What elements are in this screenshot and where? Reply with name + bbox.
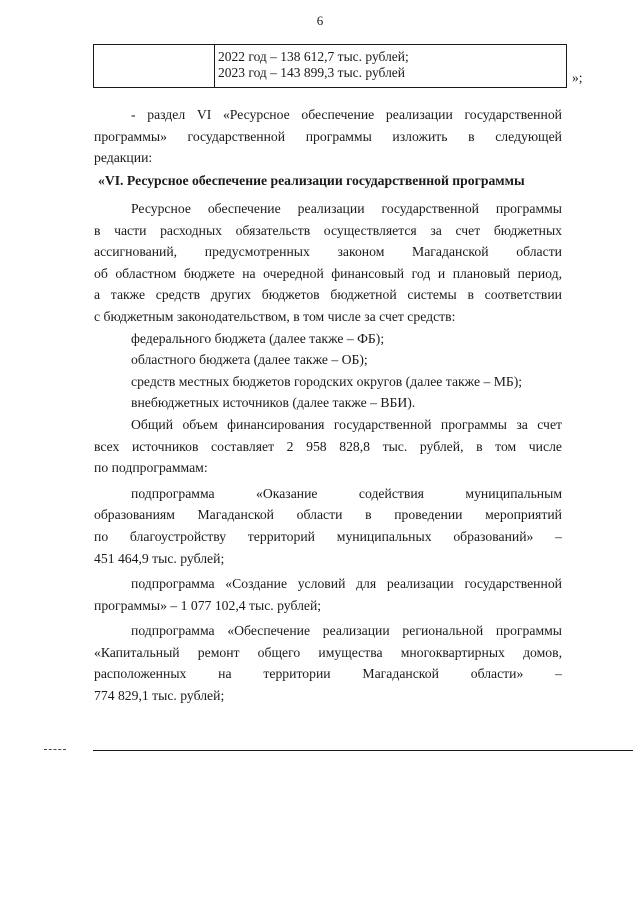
subprogram-line: подпрограмма «Оказание содействия муниципальным — [131, 485, 562, 501]
paragraph-line: об областном бюджете на очередной финансовый год и плановый период, — [94, 265, 562, 281]
paragraph-line: в части расходных обязательств осуществляется за счет бюджетных — [94, 222, 562, 238]
intro-line: программы» государственной программы изложить в следующей — [94, 128, 562, 144]
resource-paragraph — [94, 198, 562, 707]
subprogram-line: «Капитальный ремонт общего имущества многоквартирных домов, — [94, 644, 562, 660]
paragraph-line: Общий объем финансирования государственной программы за счет — [131, 416, 562, 432]
source-item-vbi: внебюджетных источников (далее также – ВБИ). — [131, 395, 416, 411]
subprogram-line: программы» – 1 077 102,4 тыс. рублей; — [94, 597, 322, 613]
subprogram-line: подпрограмма «Создание условий для реализации государственной — [131, 576, 562, 592]
page-number: 6 — [316, 13, 324, 28]
subprogram-line: образованиям Магаданской области в проведении мероприятий — [94, 507, 562, 523]
table-cell-years — [218, 49, 409, 81]
section-heading-block — [98, 170, 566, 192]
table-line-2023: 2023 год – 143 899,3 тыс. рублей — [218, 65, 406, 80]
subprogram-line: 451 464,9 тыс. рублей; — [94, 550, 225, 566]
paragraph-line: а также средств других бюджетов бюджетной системы в соответствии — [94, 287, 562, 303]
table-column-divider — [214, 45, 215, 87]
table-line-2022: 2022 год – 138 612,7 тыс. рублей; — [218, 49, 409, 64]
financing-table — [93, 44, 567, 88]
subprogram-line: по благоустройству территорий муниципальных образований» – — [94, 528, 562, 544]
subprogram-line: расположенных на территории Магаданской области» – — [94, 666, 562, 682]
subprogram-line: подпрограмма «Обеспечение реализации региональной программы — [131, 623, 562, 639]
source-item-ob: областного бюджета (далее также – ОБ); — [131, 352, 368, 368]
table-closing-quote: »; — [572, 70, 583, 85]
source-item-fb: федерального бюджета (далее также – ФБ); — [131, 330, 385, 346]
paragraph-line: всех источников составляет 2 958 828,8 тыс. рублей, в том числе — [94, 438, 562, 454]
paragraph-line: Ресурсное обеспечение реализации государственной программы — [131, 201, 562, 216]
intro-block — [94, 104, 562, 169]
paragraph-line: с бюджетным законодательством, в том числе за счет средств: — [94, 308, 456, 324]
section-heading: «VI. Ресурсное обеспечение реализации государственной программы — [98, 173, 525, 188]
intro-line: - раздел VI «Ресурсное обеспечение реализации государственной — [131, 107, 562, 122]
paragraph-line: по подпрограммам: — [94, 460, 208, 476]
margin-dash-mark — [44, 749, 66, 751]
source-item-mb: средств местных бюджетов городских округов (далее также – МБ); — [131, 373, 523, 389]
intro-line: редакции: — [94, 150, 153, 166]
bottom-rule — [93, 750, 633, 751]
subprogram-line: 774 829,1 тыс. рублей; — [94, 688, 225, 704]
paragraph-line: ассигнований, предусмотренных законом Магаданской области — [94, 244, 562, 260]
